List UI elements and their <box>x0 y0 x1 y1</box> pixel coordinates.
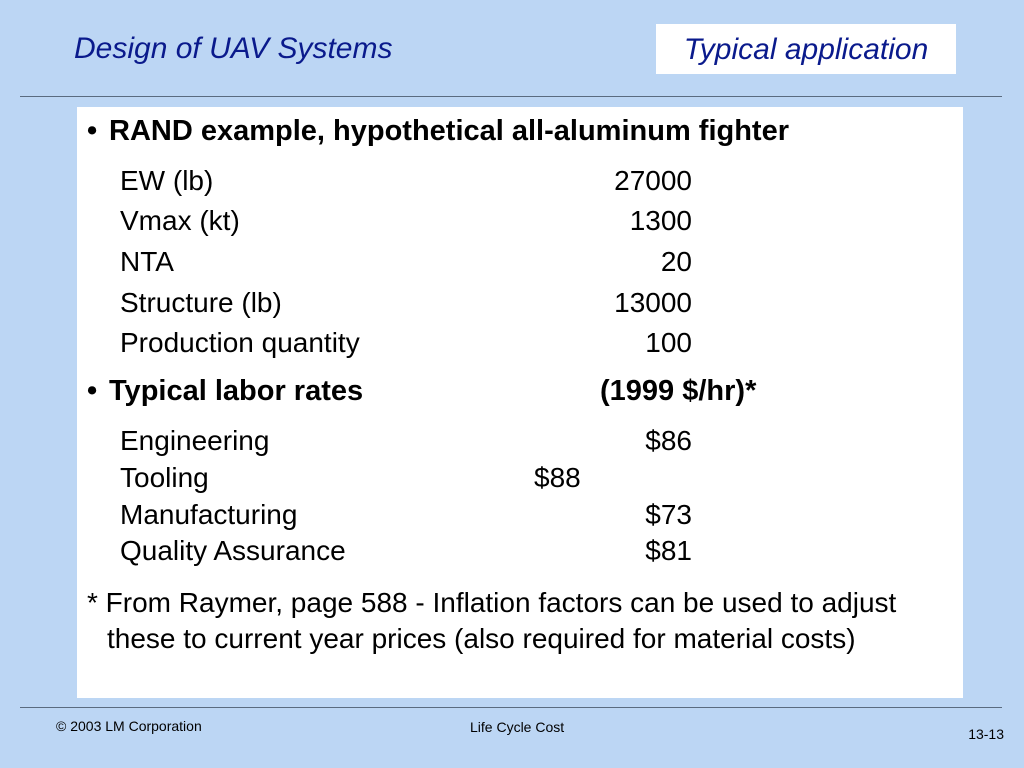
footer-copyright: © 2003 LM Corporation <box>56 718 202 734</box>
row-value-vmax: 1300 <box>629 205 692 236</box>
page-number: 13-13 <box>968 726 1004 742</box>
row-value-manufacturing: $73 <box>645 499 692 530</box>
row-label-quality-assurance: Quality Assurance <box>120 535 346 566</box>
bullet-labor-rates <box>87 375 363 408</box>
row-label-manufacturing: Manufacturing <box>120 499 298 530</box>
bullet-marker: • <box>87 115 98 147</box>
row-label-nta: NTA <box>120 246 174 277</box>
bullet-text: Typical labor rates <box>109 375 364 407</box>
row-value-nta: 20 <box>660 246 692 277</box>
bullet-text: RAND example, hypothetical all-aluminum fighter <box>109 115 789 147</box>
bullet-rand-example <box>87 115 789 148</box>
row-value-ew: 27000 <box>614 165 692 196</box>
footnote: * From Raymer, page 588 - Inflation factors can be used to adjust these to current year prices (also required for material costs) <box>87 587 897 654</box>
row-value-structure: 13000 <box>614 287 692 318</box>
header-divider <box>20 96 1002 97</box>
bullet-marker: • <box>87 375 98 407</box>
footer-topic: Life Cycle Cost <box>470 719 565 735</box>
slide-title: Design of UAV Systems <box>74 32 393 65</box>
row-label-structure: Structure (lb) <box>120 287 282 318</box>
row-label-engineering: Engineering <box>120 425 270 456</box>
labor-rates-qualifier: (1999 $/hr)* <box>600 375 757 407</box>
row-label-vmax: Vmax (kt) <box>120 205 240 236</box>
content-box <box>77 107 963 698</box>
section-label: Typical application <box>656 24 956 74</box>
row-value-engineering: $86 <box>645 425 692 456</box>
row-value-production-quantity: 100 <box>645 327 692 358</box>
footer-divider <box>20 707 1002 708</box>
row-label-tooling: Tooling <box>120 462 209 493</box>
row-label-production-quantity: Production quantity <box>120 327 360 358</box>
row-value-quality-assurance: $81 <box>645 535 692 566</box>
row-label-ew: EW (lb) <box>120 165 214 196</box>
row-value-tooling: $88 <box>534 462 581 493</box>
